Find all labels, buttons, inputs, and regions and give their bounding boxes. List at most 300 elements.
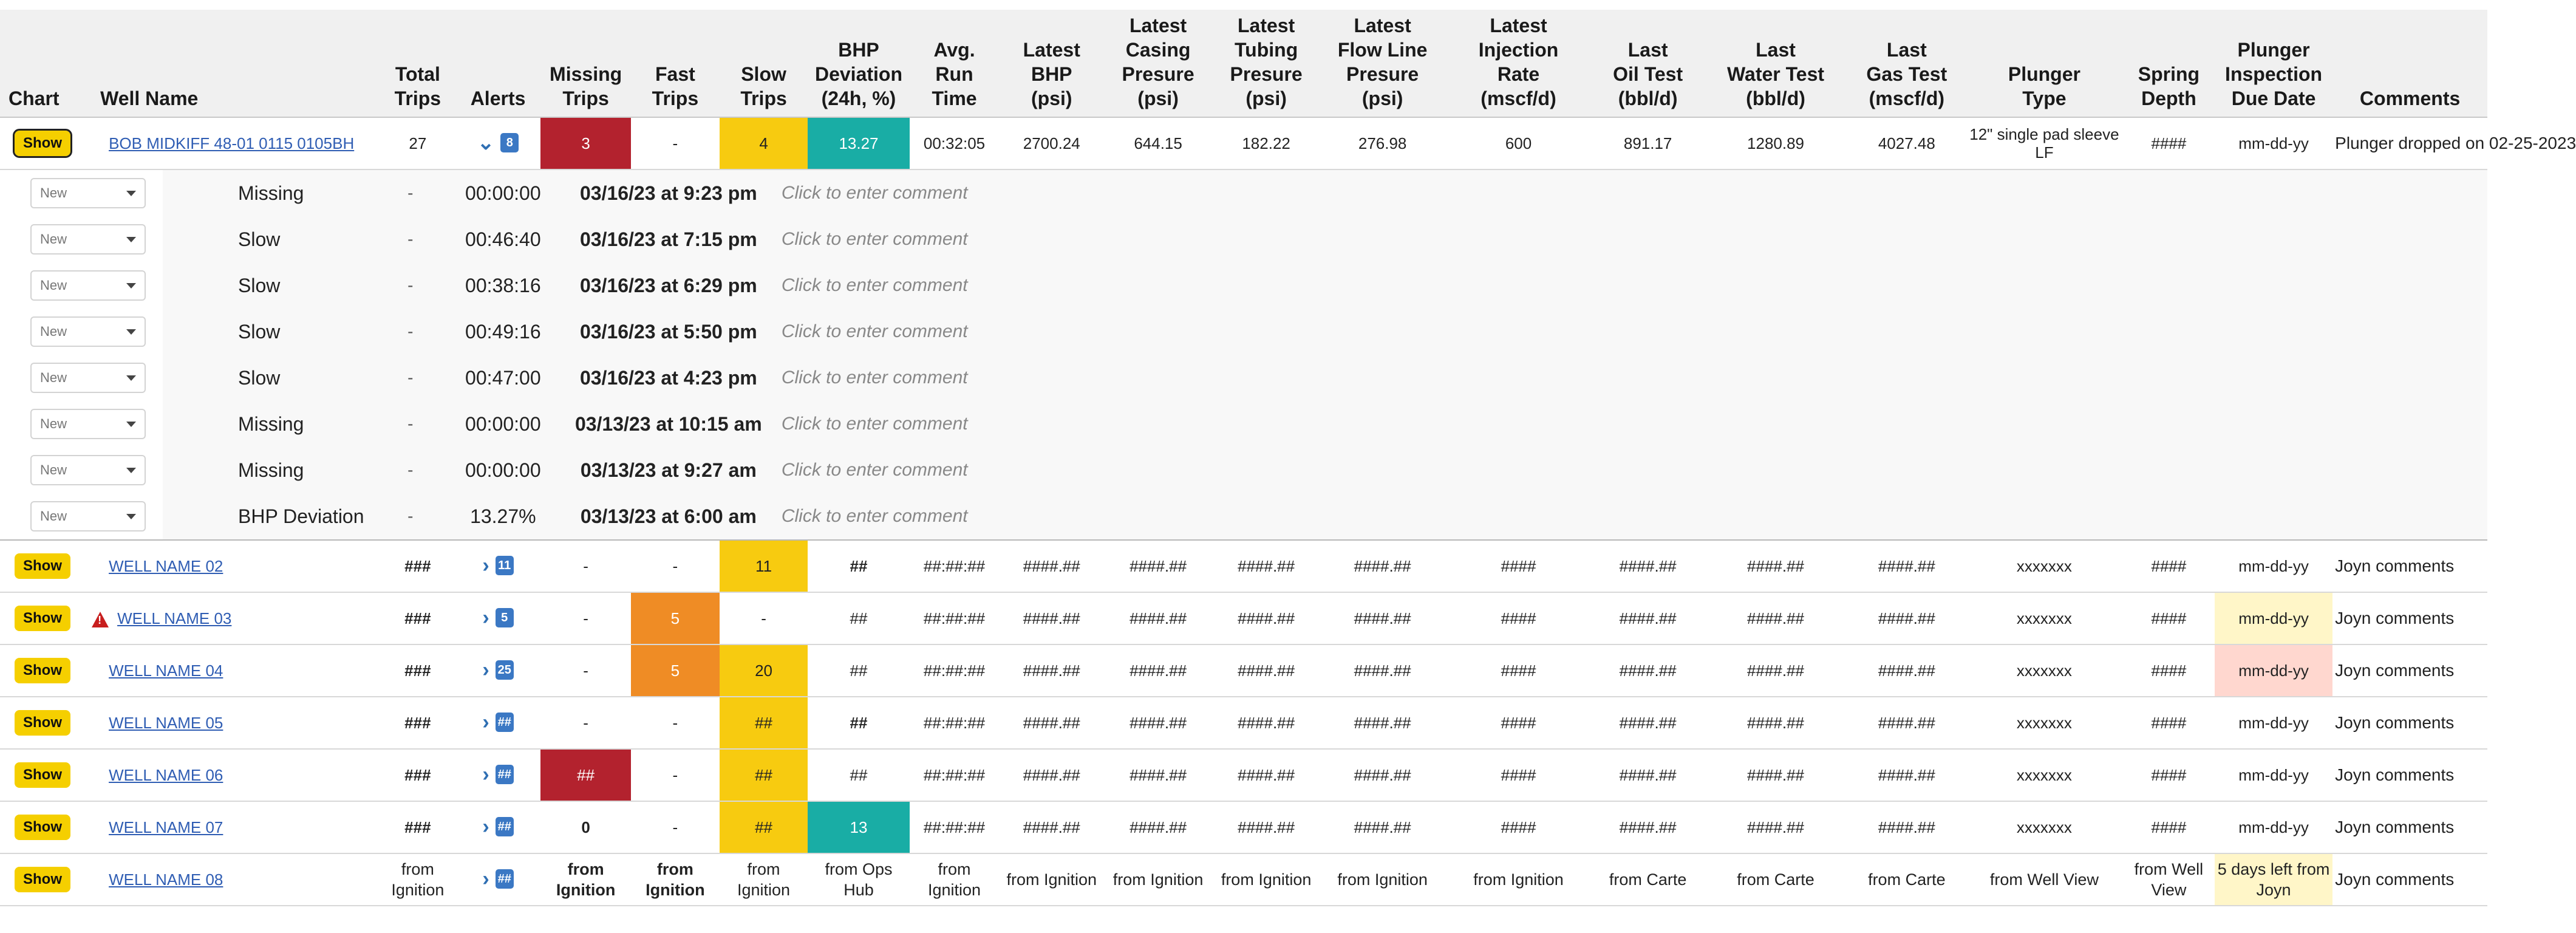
alerts-count-badge: ##: [496, 869, 514, 889]
alert-status-cell: [0, 169, 380, 216]
spring-depth: ####: [2123, 644, 2215, 697]
alert-detail-row: [0, 262, 2487, 309]
comments-cell: Joyn comments: [2332, 801, 2487, 853]
column-header: Latest Injection Rate (mscf/d): [1445, 10, 1592, 117]
latest-flow-line-pressure: ####.##: [1320, 801, 1445, 853]
fast-trips: -: [631, 117, 720, 169]
chart-cell: [0, 540, 92, 592]
chevron-right-icon[interactable]: ›: [482, 658, 489, 682]
caret-down-icon: [126, 422, 136, 427]
alert-detail-row: [0, 355, 2487, 401]
total-trips: from Ignition: [380, 853, 455, 906]
inspection-due-date: mm-dd-yy: [2215, 592, 2332, 644]
alert-status-dropdown[interactable]: [30, 501, 146, 531]
column-header: Well Name: [92, 10, 380, 117]
plunger-type: xxxxxxx: [1966, 801, 2123, 853]
alerts-cell: [455, 697, 540, 749]
comments-cell: Joyn comments: [2332, 853, 2487, 906]
alerts-count-badge: 11: [496, 556, 514, 575]
last-oil-test: ####.##: [1592, 592, 1703, 644]
last-gas-test: 4027.48: [1848, 117, 1966, 169]
dropdown-value: New: [40, 185, 67, 200]
well-name-link[interactable]: WELL NAME 07: [109, 818, 223, 836]
alert-detail-cell: [380, 355, 2487, 401]
alert-status-dropdown[interactable]: [30, 363, 146, 393]
latest-tubing-pressure: ####.##: [1212, 592, 1320, 644]
alert-detail-cell: [380, 169, 2487, 216]
alert-status-dropdown[interactable]: [30, 178, 146, 208]
alert-trips: -: [407, 507, 414, 525]
alert-type: Missing: [238, 182, 304, 204]
wells-table: [0, 10, 2576, 906]
column-header: Spring Depth: [2123, 10, 2215, 117]
fast-trips: -: [631, 749, 720, 801]
well-name-cell: [92, 853, 380, 906]
well-name-link[interactable]: WELL NAME 03: [117, 609, 232, 627]
fast-trips: 5: [631, 592, 720, 644]
column-header: Slow Trips: [720, 10, 808, 117]
latest-casing-pressure: ####.##: [1104, 697, 1212, 749]
avg-run-time: ##:##:##: [910, 644, 1000, 697]
slow-trips: -: [720, 592, 808, 644]
alert-comment-input[interactable]: Click to enter comment: [781, 367, 968, 388]
latest-injection-rate: ####: [1445, 644, 1592, 697]
alert-type: Slow: [238, 228, 281, 250]
inspection-due-date: mm-dd-yy: [2215, 644, 2332, 697]
dropdown-value: New: [40, 508, 67, 524]
bhp-deviation: 13: [808, 801, 909, 853]
column-header: Chart: [0, 10, 92, 117]
alert-value: 13.27%: [470, 505, 536, 527]
table-row: [0, 697, 2487, 749]
alert-detail-row: [0, 401, 2487, 447]
alert-status-dropdown[interactable]: [30, 224, 146, 255]
latest-injection-rate: 600: [1445, 117, 1592, 169]
last-oil-test: ####.##: [1592, 749, 1703, 801]
show-chart-button[interactable]: Show: [15, 762, 70, 788]
latest-flow-line-pressure: ####.##: [1320, 749, 1445, 801]
alerts-toggle[interactable]: [482, 713, 513, 732]
column-header: Total Trips: [380, 10, 455, 117]
latest-bhp: ####.##: [999, 749, 1104, 801]
alerts-cell: [455, 117, 540, 169]
last-gas-test: ####.##: [1848, 749, 1966, 801]
warning-icon: !: [92, 612, 109, 627]
show-chart-button[interactable]: Show: [15, 815, 70, 840]
alert-comment-input[interactable]: Click to enter comment: [781, 414, 968, 434]
plunger-type: xxxxxxx: [1966, 749, 2123, 801]
caret-down-icon: [126, 514, 136, 519]
total-trips: 27: [380, 117, 455, 169]
bhp-deviation: ##: [808, 540, 909, 592]
column-header: Last Oil Test (bbl/d): [1592, 10, 1703, 117]
fast-trips: 5: [631, 644, 720, 697]
total-trips: ###: [380, 801, 455, 853]
alerts-toggle[interactable]: [477, 133, 519, 152]
latest-casing-pressure: ####.##: [1104, 801, 1212, 853]
alert-detail-cell: [380, 493, 2487, 540]
chevron-right-icon[interactable]: ›: [482, 554, 489, 577]
well-name-link[interactable]: WELL NAME 04: [109, 661, 223, 680]
missing-trips: -: [540, 644, 631, 697]
plunger-type: xxxxxxx: [1966, 644, 2123, 697]
latest-injection-rate: ####: [1445, 592, 1592, 644]
latest-bhp: ####.##: [999, 592, 1104, 644]
slow-trips: from Ignition: [720, 853, 808, 906]
chevron-right-icon[interactable]: ›: [482, 815, 489, 838]
alert-detail-row: [0, 447, 2487, 493]
alerts-cell: [455, 644, 540, 697]
latest-casing-pressure: ####.##: [1104, 749, 1212, 801]
last-gas-test: ####.##: [1848, 540, 1966, 592]
missing-trips: -: [540, 592, 631, 644]
latest-tubing-pressure: ####.##: [1212, 644, 1320, 697]
dropdown-value: New: [40, 370, 67, 385]
bhp-deviation: ##: [808, 697, 909, 749]
bhp-deviation: ##: [808, 592, 909, 644]
show-chart-button[interactable]: Show: [15, 867, 70, 892]
latest-flow-line-pressure: ####.##: [1320, 592, 1445, 644]
fast-trips: -: [631, 801, 720, 853]
alert-status-cell: [0, 262, 380, 309]
well-name-link[interactable]: WELL NAME 02: [109, 556, 223, 575]
last-gas-test: ####.##: [1848, 592, 1966, 644]
total-trips: ###: [380, 749, 455, 801]
latest-casing-pressure: ####.##: [1104, 592, 1212, 644]
alert-type: Slow: [238, 320, 281, 343]
plunger-type: 12" single pad sleeve LF: [1966, 117, 2123, 169]
alert-detail-row: [0, 169, 2487, 216]
latest-bhp: ####.##: [999, 801, 1104, 853]
avg-run-time: 00:32:05: [910, 117, 1000, 169]
latest-injection-rate: from Ignition: [1445, 853, 1592, 906]
latest-bhp: ####.##: [999, 697, 1104, 749]
caret-down-icon: [126, 191, 136, 196]
table-row: [0, 644, 2487, 697]
chevron-right-icon[interactable]: ›: [482, 711, 489, 734]
last-water-test: ####.##: [1703, 697, 1847, 749]
chart-cell: [0, 853, 92, 906]
alerts-toggle[interactable]: [482, 660, 513, 680]
table-row: [0, 853, 2487, 906]
chevron-right-icon[interactable]: ›: [482, 606, 489, 629]
column-header: Avg. Run Time: [910, 10, 1000, 117]
alert-detail-cell: [380, 401, 2487, 447]
latest-flow-line-pressure: ####.##: [1320, 697, 1445, 749]
spring-depth: ####: [2123, 697, 2215, 749]
alert-comment-input[interactable]: Click to enter comment: [781, 229, 968, 249]
slow-trips: ##: [720, 749, 808, 801]
slow-trips: 20: [720, 644, 808, 697]
alerts-toggle[interactable]: [482, 556, 513, 575]
last-water-test: ####.##: [1703, 749, 1847, 801]
alert-trips: -: [407, 368, 414, 387]
fast-trips: -: [631, 697, 720, 749]
well-name-cell: [92, 749, 380, 801]
latest-injection-rate: ####: [1445, 697, 1592, 749]
inspection-due-date: mm-dd-yy: [2215, 801, 2332, 853]
last-oil-test: ####.##: [1592, 697, 1703, 749]
alert-type: Missing: [238, 412, 304, 435]
total-trips: ###: [380, 644, 455, 697]
alert-status-cell: [0, 493, 380, 540]
fast-trips: from Ignition: [631, 853, 720, 906]
alerts-cell: [455, 853, 540, 906]
last-water-test: ####.##: [1703, 644, 1847, 697]
table-header: [0, 10, 2487, 117]
chevron-down-icon[interactable]: ⌄: [477, 131, 495, 154]
chevron-right-icon[interactable]: ›: [482, 763, 489, 786]
alert-type: Slow: [238, 366, 281, 389]
alert-detail-row: [0, 493, 2487, 540]
last-water-test: ####.##: [1703, 592, 1847, 644]
last-oil-test: ####.##: [1592, 540, 1703, 592]
latest-bhp: ####.##: [999, 540, 1104, 592]
last-oil-test: 891.17: [1592, 117, 1703, 169]
bhp-deviation: ##: [808, 749, 909, 801]
alert-trips: -: [407, 230, 414, 248]
alert-value: 00:49:16: [465, 320, 541, 343]
last-oil-test: ####.##: [1592, 644, 1703, 697]
alert-value: 00:47:00: [465, 366, 541, 389]
chart-cell: [0, 697, 92, 749]
alert-trips: -: [407, 322, 414, 341]
latest-tubing-pressure: ####.##: [1212, 801, 1320, 853]
alert-status-cell: [0, 309, 380, 355]
slow-trips: ##: [720, 697, 808, 749]
comments-cell: Joyn comments: [2332, 749, 2487, 801]
latest-injection-rate: ####: [1445, 540, 1592, 592]
well-name-link[interactable]: WELL NAME 05: [109, 713, 223, 732]
latest-casing-pressure: from Ignition: [1104, 853, 1212, 906]
alert-timestamp: 03/16/23 at 9:23 pm: [579, 182, 757, 204]
slow-trips: ##: [720, 801, 808, 853]
alerts-count-badge: 8: [500, 133, 519, 152]
well-name-link[interactable]: WELL NAME 08: [109, 870, 223, 889]
alerts-toggle[interactable]: [482, 765, 513, 784]
alert-type: Slow: [238, 274, 281, 296]
latest-flow-line-pressure: 276.98: [1320, 117, 1445, 169]
well-name-cell: [92, 117, 380, 169]
alerts-count-badge: 5: [496, 608, 514, 627]
slow-trips: 11: [720, 540, 808, 592]
dropdown-value: New: [40, 278, 67, 293]
latest-casing-pressure: ####.##: [1104, 644, 1212, 697]
latest-bhp: 2700.24: [999, 117, 1104, 169]
latest-tubing-pressure: ####.##: [1212, 540, 1320, 592]
total-trips: ###: [380, 540, 455, 592]
avg-run-time: ##:##:##: [910, 540, 1000, 592]
column-header: Fast Trips: [631, 10, 720, 117]
table-row: [0, 749, 2487, 801]
missing-trips: ##: [540, 749, 631, 801]
last-water-test: ####.##: [1703, 540, 1847, 592]
alert-detail-cell: [380, 216, 2487, 262]
show-chart-button[interactable]: Show: [15, 658, 70, 683]
show-chart-button[interactable]: Show: [15, 710, 70, 736]
missing-trips: from Ignition: [540, 853, 631, 906]
last-gas-test: ####.##: [1848, 697, 1966, 749]
column-header: Comments: [2332, 10, 2487, 117]
latest-injection-rate: ####: [1445, 801, 1592, 853]
alert-type: Missing: [238, 459, 304, 481]
alert-detail-row: [0, 309, 2487, 355]
alert-value: 00:46:40: [465, 228, 541, 250]
table-row: [0, 117, 2487, 169]
latest-tubing-pressure: 182.22: [1212, 117, 1320, 169]
comments-cell: Joyn comments: [2332, 540, 2487, 592]
alert-comment-input[interactable]: Click to enter comment: [781, 460, 968, 480]
caret-down-icon: [126, 283, 136, 289]
alert-comment-input[interactable]: Click to enter comment: [781, 275, 968, 295]
alert-trips: -: [407, 183, 414, 202]
caret-down-icon: [126, 468, 136, 473]
caret-down-icon: [126, 237, 136, 242]
chart-cell: [0, 592, 92, 644]
show-chart-button[interactable]: Show: [15, 606, 70, 631]
column-header: Plunger Inspection Due Date: [2215, 10, 2332, 117]
latest-tubing-pressure: ####.##: [1212, 697, 1320, 749]
well-name-link[interactable]: WELL NAME 06: [109, 765, 223, 784]
well-name-cell: [92, 801, 380, 853]
alerts-toggle[interactable]: [482, 608, 513, 627]
alerts-count-badge: 25: [496, 660, 514, 680]
dropdown-value: New: [40, 416, 67, 431]
alerts-toggle[interactable]: [482, 817, 513, 836]
alert-type: BHP Deviation: [238, 505, 364, 527]
table-row: [0, 801, 2487, 853]
alerts-count-badge: ##: [496, 817, 514, 836]
alert-comment-input[interactable]: Click to enter comment: [781, 506, 968, 526]
alerts-cell: [455, 801, 540, 853]
well-name-cell: [92, 540, 380, 592]
alert-status-cell: [0, 447, 380, 493]
alert-status-cell: [0, 355, 380, 401]
alert-detail-cell: [380, 262, 2487, 309]
column-header: Last Gas Test (mscf/d): [1848, 10, 1966, 117]
alert-timestamp: 03/16/23 at 4:23 pm: [579, 366, 757, 389]
inspection-due-date: mm-dd-yy: [2215, 749, 2332, 801]
alerts-cell: [455, 749, 540, 801]
latest-bhp: ####.##: [999, 644, 1104, 697]
alert-timestamp: 03/16/23 at 6:29 pm: [579, 274, 757, 296]
alert-comment-input[interactable]: Click to enter comment: [781, 321, 968, 341]
comments-cell: Joyn comments: [2332, 697, 2487, 749]
avg-run-time: ##:##:##: [910, 801, 1000, 853]
alerts-count-badge: ##: [496, 765, 514, 784]
latest-casing-pressure: ####.##: [1104, 540, 1212, 592]
comments-cell: Joyn comments: [2332, 644, 2487, 697]
alert-status-cell: [0, 401, 380, 447]
alerts-cell: [455, 592, 540, 644]
spring-depth: ####: [2123, 540, 2215, 592]
alert-detail-cell: [380, 309, 2487, 355]
alert-comment-input[interactable]: Click to enter comment: [781, 183, 968, 203]
spring-depth: ####: [2123, 749, 2215, 801]
last-gas-test: ####.##: [1848, 644, 1966, 697]
avg-run-time: from Ignition: [910, 853, 1000, 906]
latest-bhp: from Ignition: [999, 853, 1104, 906]
alerts-toggle[interactable]: [482, 869, 513, 889]
last-water-test: ####.##: [1703, 801, 1847, 853]
column-header: Last Water Test (bbl/d): [1703, 10, 1847, 117]
column-header: Plunger Type: [1966, 10, 2123, 117]
inspection-due-date: mm-dd-yy: [2215, 117, 2332, 169]
avg-run-time: ##:##:##: [910, 749, 1000, 801]
latest-casing-pressure: 644.15: [1104, 117, 1212, 169]
latest-injection-rate: ####: [1445, 749, 1592, 801]
caret-down-icon: [126, 375, 136, 381]
table-row: [0, 540, 2487, 592]
show-chart-button[interactable]: Show: [15, 131, 70, 156]
alert-status-dropdown[interactable]: [30, 455, 146, 485]
latest-tubing-pressure: ####.##: [1212, 749, 1320, 801]
alert-trips: -: [407, 276, 414, 295]
missing-trips: -: [540, 697, 631, 749]
latest-flow-line-pressure: from Ignition: [1320, 853, 1445, 906]
alert-status-dropdown[interactable]: [30, 409, 146, 439]
avg-run-time: ##:##:##: [910, 697, 1000, 749]
alert-status-dropdown[interactable]: [30, 316, 146, 347]
alert-status-dropdown[interactable]: [30, 270, 146, 301]
well-name-link[interactable]: BOB MIDKIFF 48-01 0115 0105BH: [109, 134, 355, 152]
spring-depth: from Well View: [2123, 853, 2215, 906]
inspection-due-date: mm-dd-yy: [2215, 540, 2332, 592]
spring-depth: ####: [2123, 592, 2215, 644]
alert-value: 00:00:00: [465, 412, 541, 435]
last-oil-test: ####.##: [1592, 801, 1703, 853]
latest-flow-line-pressure: ####.##: [1320, 644, 1445, 697]
comments-cell: Joyn comments: [2332, 592, 2487, 644]
total-trips: ###: [380, 697, 455, 749]
total-trips: ###: [380, 592, 455, 644]
show-chart-button[interactable]: Show: [15, 553, 70, 579]
missing-trips: -: [540, 540, 631, 592]
column-header: Missing Trips: [540, 10, 631, 117]
comments-cell: Plunger dropped on 02-25-2023: [2332, 117, 2487, 169]
column-header: Latest BHP (psi): [999, 10, 1104, 117]
fast-trips: -: [631, 540, 720, 592]
alert-detail-cell: [380, 447, 2487, 493]
alert-trips: -: [407, 414, 414, 433]
last-gas-test: ####.##: [1848, 801, 1966, 853]
bhp-deviation: from Ops Hub: [808, 853, 909, 906]
well-name-cell: [92, 592, 380, 644]
caret-down-icon: [126, 329, 136, 335]
bhp-deviation: 13.27: [808, 117, 909, 169]
alert-timestamp: 03/13/23 at 10:15 am: [574, 412, 762, 435]
last-gas-test: from Carte: [1848, 853, 1966, 906]
alert-timestamp: 03/16/23 at 7:15 pm: [579, 228, 757, 250]
chart-cell: [0, 117, 92, 169]
slow-trips: 4: [720, 117, 808, 169]
chevron-right-icon[interactable]: ›: [482, 867, 489, 890]
spring-depth: ####: [2123, 801, 2215, 853]
column-header: Latest Casing Presure (psi): [1104, 10, 1212, 117]
missing-trips: 0: [540, 801, 631, 853]
plunger-type: xxxxxxx: [1966, 540, 2123, 592]
column-header: Latest Flow Line Presure (psi): [1320, 10, 1445, 117]
alert-timestamp: 03/13/23 at 6:00 am: [580, 505, 757, 527]
dropdown-value: New: [40, 231, 67, 247]
alert-timestamp: 03/16/23 at 5:50 pm: [579, 320, 757, 343]
alert-timestamp: 03/13/23 at 9:27 am: [580, 459, 757, 481]
last-oil-test: from Carte: [1592, 853, 1703, 906]
inspection-due-date: 5 days left from Joyn: [2215, 853, 2332, 906]
chart-cell: [0, 644, 92, 697]
alert-value: 00:38:16: [465, 274, 541, 296]
column-header: BHP Deviation (24h, %): [808, 10, 909, 117]
